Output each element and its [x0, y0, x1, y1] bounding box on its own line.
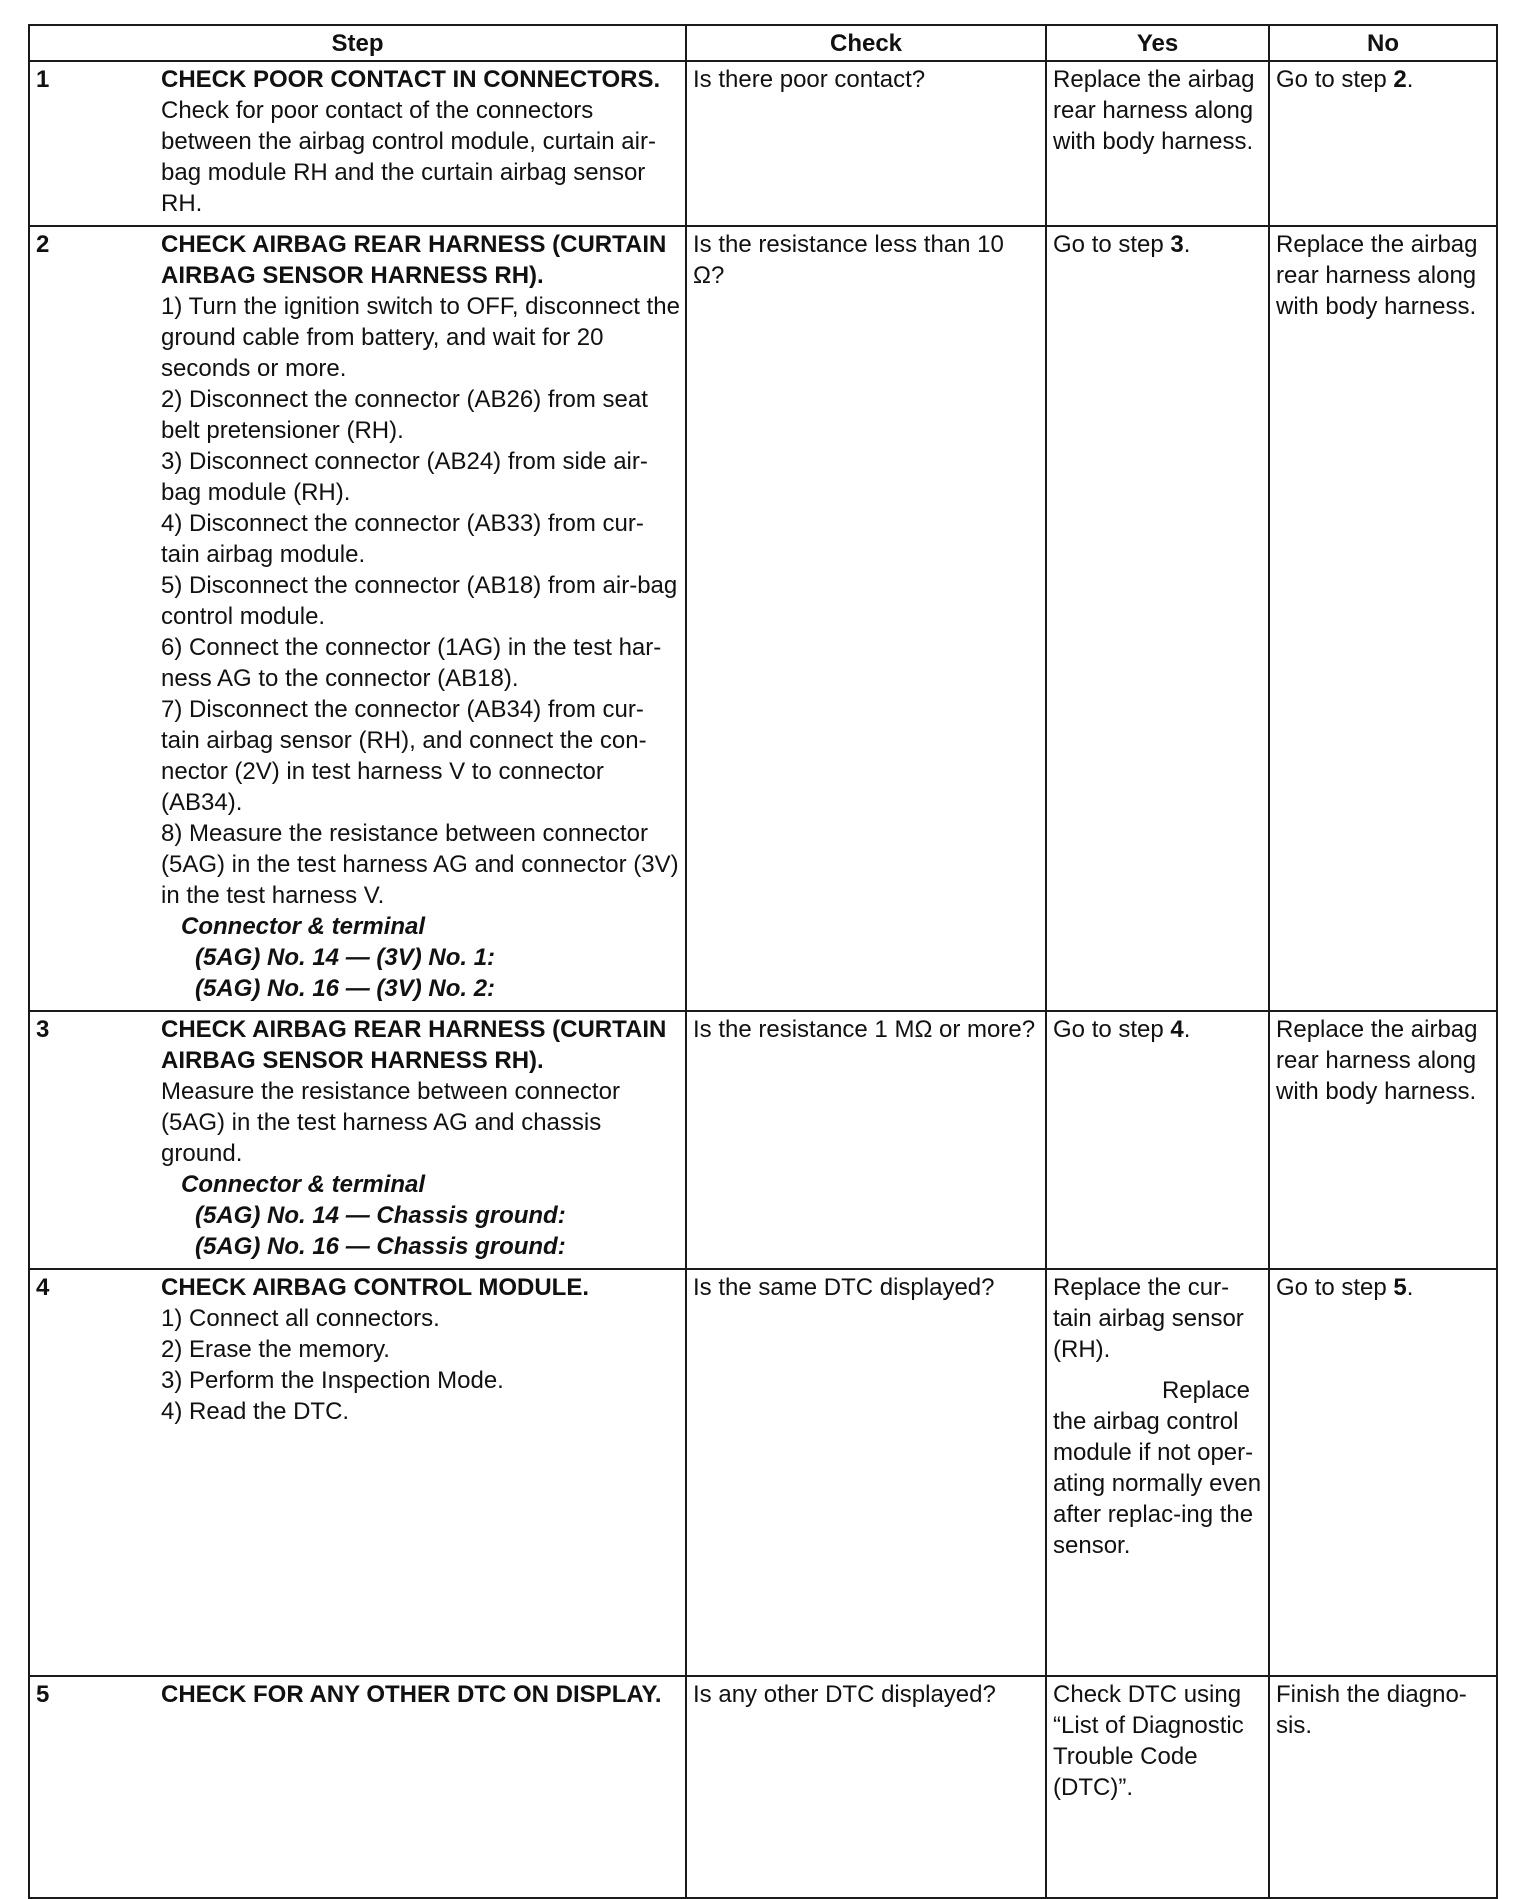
yes-prefix: Go to step	[1053, 1016, 1171, 1043]
step-number: 3	[29, 1011, 155, 1269]
step-body: Check for poor contact of the connectors between the airbag control module, curtain air-bag module RH and the curtain airbag sensor RH.	[161, 97, 656, 217]
header-step: Step	[29, 25, 686, 61]
step-number: 2	[29, 226, 155, 1011]
header-no: No	[1269, 25, 1497, 61]
check-cell: Is the resistance less than 10 Ω?	[686, 226, 1046, 1011]
no-cell: Finish the diagno-sis.	[1269, 1676, 1497, 1898]
table-row	[29, 1269, 1497, 1676]
header-check: Check	[686, 25, 1046, 61]
procedure-step: 3) Perform the Inspection Mode.	[161, 1367, 504, 1394]
check-cell: Is the same DTC displayed?	[686, 1269, 1046, 1676]
no-suffix: .	[1406, 66, 1414, 93]
step-number: 1	[29, 61, 155, 226]
yes-note-first: Replace	[1161, 1377, 1251, 1404]
header-row	[29, 25, 1497, 61]
yes-note-rest: the airbag control module if not oper-ating normally even after replac-ing the sensor.	[1053, 1408, 1262, 1559]
header-yes: Yes	[1046, 25, 1269, 61]
yes-step-ref: 3	[1170, 231, 1184, 258]
procedure-step: 2) Erase the memory.	[161, 1336, 390, 1363]
step-title: CHECK FOR ANY OTHER DTC ON DISPLAY.	[161, 1681, 662, 1708]
yes-prefix: Go to step	[1053, 231, 1171, 258]
no-suffix: .	[1406, 1274, 1414, 1301]
step-body: Measure the resistance between connector (5AG) in the test harness AG and chassis ground.	[161, 1078, 620, 1167]
yes-suffix: .	[1183, 231, 1191, 258]
no-cell: Replace the airbag rear harness along with body harness.	[1269, 226, 1497, 1011]
table-row	[29, 61, 1497, 226]
no-cell	[1269, 1269, 1497, 1676]
yes-cell: Check DTC using “List of Diagnostic Trouble Code (DTC)”.	[1046, 1676, 1269, 1898]
connector-terminal: (5AG) No. 14 — (3V) No. 1:	[195, 944, 496, 971]
step-title: CHECK AIRBAG CONTROL MODULE.	[161, 1274, 589, 1301]
yes-cell: Replace the airbag rear harness along with body harness.	[1046, 61, 1269, 226]
yes-step-ref: 4	[1170, 1016, 1184, 1043]
procedure-step: 3) Disconnect connector (AB24) from side air-bag module (RH).	[161, 448, 648, 506]
step-number: 4	[29, 1269, 155, 1676]
connector-terminal: (5AG) No. 16 — (3V) No. 2:	[195, 975, 496, 1002]
connector-heading: Connector & terminal	[181, 1171, 426, 1198]
no-cell: Replace the airbag rear harness along with body harness.	[1269, 1011, 1497, 1269]
table-row	[29, 226, 1497, 1011]
procedure-step: 1) Connect all connectors.	[161, 1305, 440, 1332]
connector-heading: Connector & terminal	[181, 913, 426, 940]
procedure-step: 7) Disconnect the connector (AB34) from cur-tain airbag sensor (RH), and connect the con-nector (2V) in test harness V to connector (AB34).	[161, 696, 647, 816]
procedure-step: 2) Disconnect the connector (AB26) from seat belt pretensioner (RH).	[161, 386, 648, 444]
no-prefix: Go to step	[1276, 66, 1394, 93]
procedure-step: 6) Connect the connector (1AG) in the test har-ness AG to the connector (AB18).	[161, 634, 662, 692]
check-cell: Is any other DTC displayed?	[686, 1676, 1046, 1898]
step-description	[155, 1011, 686, 1269]
connector-terminal: (5AG) No. 16 — Chassis ground:	[195, 1233, 566, 1260]
step-title: CHECK POOR CONTACT IN CONNECTORS.	[161, 66, 661, 93]
step-title: CHECK AIRBAG REAR HARNESS (CURTAIN AIRBAG SENSOR HARNESS RH).	[161, 1016, 667, 1074]
table-row	[29, 1011, 1497, 1269]
check-cell: Is there poor contact?	[686, 61, 1046, 226]
yes-suffix: .	[1183, 1016, 1191, 1043]
procedure-step: 5) Disconnect the connector (AB18) from air-bag control module.	[161, 572, 678, 630]
table-row	[29, 1676, 1497, 1898]
no-prefix: Go to step	[1276, 1274, 1394, 1301]
yes-text: Replace the cur-tain airbag sensor (RH).	[1053, 1274, 1244, 1363]
yes-cell	[1046, 226, 1269, 1011]
no-step-ref: 5	[1393, 1274, 1407, 1301]
connector-terminal: (5AG) No. 14 — Chassis ground:	[195, 1202, 566, 1229]
step-description	[155, 1269, 686, 1676]
yes-note	[1053, 1375, 1264, 1561]
procedure-step: 1) Turn the ignition switch to OFF, disconnect the ground cable from battery, and wait for 20 seconds or more.	[161, 293, 680, 382]
step-title: CHECK AIRBAG REAR HARNESS (CURTAIN AIRBAG SENSOR HARNESS RH).	[161, 231, 667, 289]
check-cell: Is the resistance 1 MΩ or more?	[686, 1011, 1046, 1269]
no-step-ref: 2	[1393, 66, 1407, 93]
no-cell	[1269, 61, 1497, 226]
procedure-step: 4) Read the DTC.	[161, 1398, 350, 1425]
yes-cell	[1046, 1269, 1269, 1676]
step-description	[155, 1676, 686, 1898]
procedure-step: 8) Measure the resistance between connector (5AG) in the test harness AG and connector (3V) in the test harness V.	[161, 820, 679, 909]
diagnostic-table	[28, 24, 1498, 1899]
procedure-step: 4) Disconnect the connector (AB33) from cur-tain airbag module.	[161, 510, 644, 568]
step-description	[155, 226, 686, 1011]
yes-cell	[1046, 1011, 1269, 1269]
step-number: 5	[29, 1676, 155, 1898]
step-description	[155, 61, 686, 226]
